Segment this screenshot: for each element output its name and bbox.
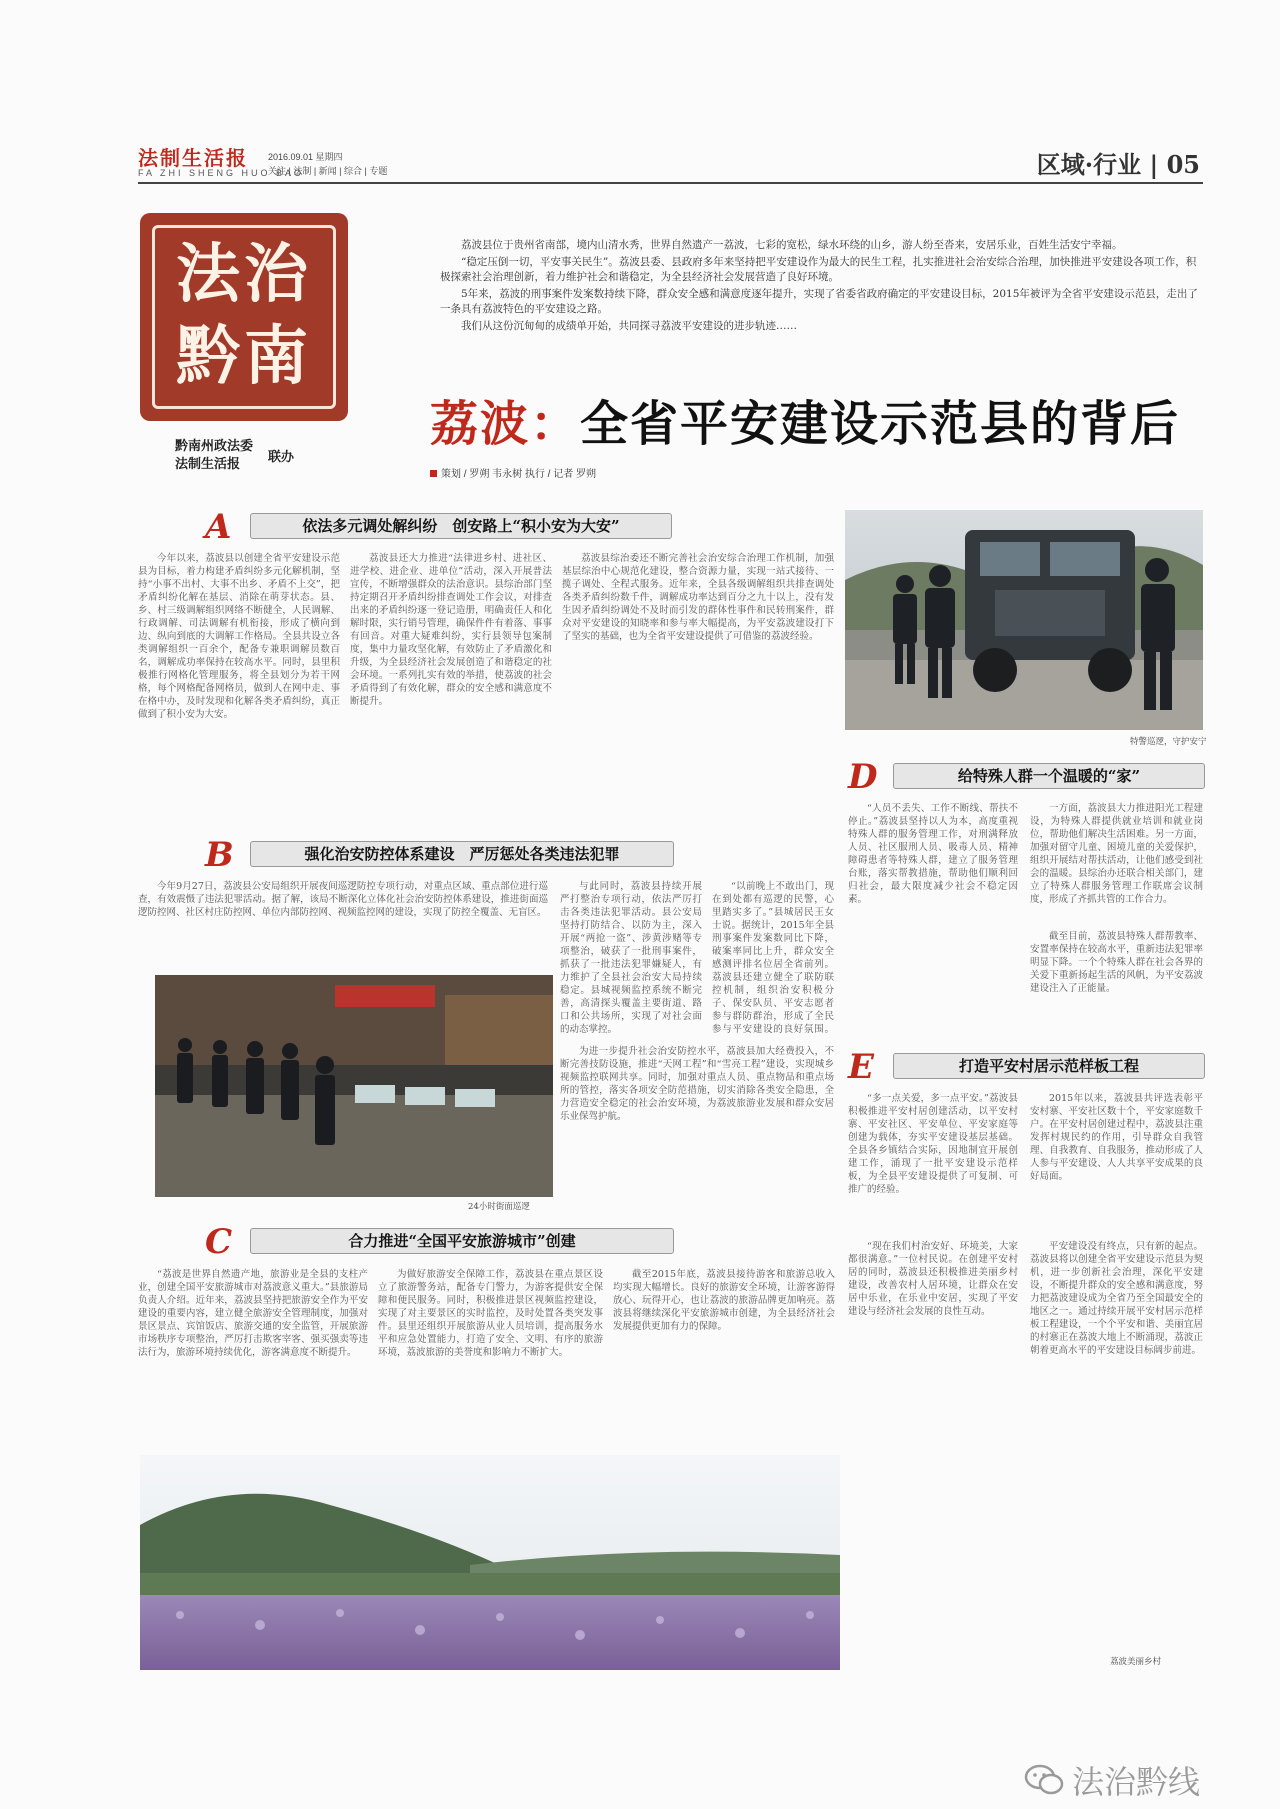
issue-date: 2016.09.01 星期四 bbox=[268, 152, 343, 162]
stamp-line-2: 黔南 bbox=[176, 319, 312, 394]
section-d-letter: D bbox=[848, 757, 878, 797]
intro-paragraph: 荔波县位于贵州省南部，境内山清水秀，世界自然遗产一荔波，七彩的宽松，绿水环绕的山乡，游人纷至沓来，安居乐业，百姓生活安宁幸福。 bbox=[461, 239, 1123, 251]
section-a-letter: A bbox=[205, 507, 232, 547]
paper-pinyin: FA ZHI SHENG HUO BAO bbox=[138, 168, 305, 178]
article-column: “现在我们村治安好、环境美，大家都很满意。”一位村民说。在创建平安村居的同时，荔波县还积极推进美丽乡村建设，改善农村人居环境，让群众在安居中乐业，在乐业中安居，实现了平安建设与经济社会发展的良性互动。 bbox=[848, 1241, 1018, 1317]
article-column: 为做好旅游安全保障工作，荔波县在重点景区设立了旅游警务站，配备专门警力，为游客提供安全保障和便民服务。同时，积极推进景区视频监控建设，实现了对主要景区的实时监控，及时处置各类突发事件。县里还组织开展旅游从业人员培训，提高服务水平和应急处置能力，打造了安全、文明、有序的旅游环境，荔波旅游的美誉度和影响力不断扩大。 bbox=[378, 1269, 603, 1358]
article-column: 荔波县还大力推进“法律进乡村、进社区、进学校、进企业、进单位”活动，深入开展普法宣传，不断增强群众的法治意识。县综治部门坚持定期召开矛盾纠纷排查调处工作会议，对排查出来的矛盾纠纷逐一登记造册，明确责任人和化解时限，实行销号管理，确保件件有着落、事事有回音。对重大疑难纠纷，实行县领导包案制度，集中力量攻坚化解，有效防止了矛盾激化和升级，为全县经济社会发展创造了和谐稳定的社会环境。一系列扎实有效的举措，使荔波的社会矛盾得到了有效化解，群众的安全感和满意度不断提升。 bbox=[350, 553, 552, 707]
headline-title: 全省平安建设示范县的背后 bbox=[580, 396, 1181, 452]
intro-paragraph: 5年来，荔波的刑事案件发案数持续下降，群众安全感和满意度逐年提升，实现了省委省政府确定的平安建设目标，2015年被评为全省平安建设示范县，走出了一条具有荔波特色的平安建设之路。 bbox=[440, 288, 1198, 315]
organizer-2: 法制生活报 bbox=[175, 457, 241, 472]
intro-paragraph: “稳定压倒一切，平安事关民生”。荔波县委、县政府多年来坚持把平安建设作为最大的民生工程，扎实推进社会治安综合治理，加快推进平安建设各项工作，积极探索社会治理创新，着力维护社会和谐稳定，为全县经济社会发展营造了良好环境。 bbox=[440, 256, 1197, 283]
photo-street-patrol bbox=[155, 975, 553, 1197]
article-column: 一方面，荔波县大力推进阳光工程建设，为特殊人群提供就业培训和就业岗位，帮助他们解决生活困难。另一方面，加强对留守儿童、困境儿童的关爱保护，组织开展结对帮扶活动，让他们感受到社会的温暖。县综治办还联合相关部门，建立了特殊人群服务管理工作联席会议制度，形成了齐抓共管的工作合力。 bbox=[1030, 803, 1203, 905]
article-column: 平安建设没有终点，只有新的起点。荔波县将以创建全省平安建设示范县为契机，进一步创新社会治理，深化平安建设，不断提升群众的安全感和满意度，努力把荔波建设成为全省乃至全国最安全的地区之一。通过持续开展平安村居示范样板工程建设，一个个平安和谐、美丽宜居的村寨正在荔波大地上不断涌现，荔波正朝着更高水平的平安建设目标阔步前进。 bbox=[1030, 1241, 1203, 1356]
column-stamp-logo bbox=[140, 213, 348, 421]
organizer-1: 黔南州政法委 bbox=[175, 439, 254, 454]
photo-caption-landscape: 荔波美丽乡村 bbox=[1110, 1657, 1162, 1667]
paper-name: 法制生活报 bbox=[138, 146, 248, 170]
article-column: 2015年以来，荔波县共评选表彰平安村寨、平安社区数十个，平安家庭数千户。在平安村居创建过程中，荔波县注重发挥村规民约的作用，引导群众自我管理、自我教育、自我服务，推动形成了人人参与平安建设、人人共享平安成果的良好局面。 bbox=[1030, 1093, 1203, 1182]
article-column: “荔波是世界自然遗产地，旅游业是全县的支柱产业，创建全国平安旅游城市对荔波意义重大。”县旅游局负责人介绍。近年来，荔波县坚持把旅游安全作为平安建设的重要内容，建立健全旅游安全管理制度，加强对景区景点、宾馆饭店、旅游交通的安全监管，开展旅游市场秩序专项整治，严厉打击欺客宰客、强买强卖等违法行为，旅游环境持续优化，游客满意度不断提升。 bbox=[138, 1269, 368, 1358]
masthead-sub: 关注 | 法制 | 新闻 | 综合 | 专题 bbox=[268, 166, 388, 176]
section-e-letter: E bbox=[848, 1047, 874, 1087]
article-column: 截至目前，荔波县特殊人群帮教率、安置率保持在较高水平，重新违法犯罪率明显下降。一个个特殊人群在社会各界的关爱下重新扬起生活的风帆，为平安荔波建设注入了正能量。 bbox=[1030, 931, 1203, 994]
article-column: “多一点关爱，多一点平安。”荔波县积极推进平安村居创建活动，以平安村寨、平安社区、平安单位、平安家庭等创建为载体，夯实平安建设基层基础。全县各乡镇结合实际，因地制宜开展创建工作，涌现了一批平安建设示范样板，为全县平安建设提供了可复制、可推广的经验。 bbox=[848, 1093, 1018, 1195]
section-c-bar bbox=[250, 1228, 674, 1254]
section-d-bar bbox=[893, 763, 1205, 789]
section-b-title: 强化治安防控体系建设 严厉惩处各类违法犯罪 bbox=[304, 845, 620, 863]
headline-place: 荔波： bbox=[430, 396, 581, 452]
article-column: 荔波县综治委还不断完善社会治安综合治理工作机制，加强基层综治中心规范化建设，整合资源力量，实现一站式接待、一揽子调处、全程式服务。近年来，全县各级调解组织共排查调处各类矛盾纠纷数千件，调解成功率达到百分之九十以上，没有发生因矛盾纠纷调处不及时而引发的群体性事件和民转刑案件，群众对平安建设的知晓率和参与率大幅提高，为平安荔波建设打下了坚实的基础，也为全省平安建设提供了可借鉴的荔波经验。 bbox=[562, 553, 834, 642]
article-column: “以前晚上不敢出门，现在到处都有巡逻的民警，心里踏实多了。”县城居民王女士说。据统计，2015年全县刑事案件发案数同比下降，破案率同比上升，群众安全感测评排名位居全省前列。荔波县还建立健全了联防联控机制，组织治安积极分子、保安队员、平安志愿者参与群防群治，形成了全民参与平安建设的良好氛围。 bbox=[712, 881, 834, 1035]
article-column: “人员不丢失、工作不断线、帮扶不停止。”荔波县坚持以人为本，高度重视特殊人群的服务管理工作，对刑满释放人员、社区服刑人员、吸毒人员、精神障碍患者等特殊人群，建立了服务管理台账，落实帮教措施，帮助他们顺利回归社会，最大限度减少社会不稳定因素。 bbox=[848, 803, 1018, 905]
credits: 策划 / 罗朔 韦永树 执行 / 记者 罗朔 bbox=[430, 465, 596, 480]
section-a-title: 依法多元调处解纠纷 创安路上“积小安为大安” bbox=[302, 517, 620, 535]
watermark-text: 法治黔线 bbox=[1071, 1763, 1200, 1801]
intro-text bbox=[440, 238, 1202, 336]
stamp-line-1: 法治 bbox=[176, 237, 312, 312]
section-b-bar bbox=[250, 841, 674, 867]
photo-landscape bbox=[140, 1455, 840, 1670]
photo-swat-patrol bbox=[845, 510, 1203, 730]
article-column: 今年以来，荔波县以创建全省平安建设示范县为目标，着力构建矛盾纠纷多元化解机制，坚持“小事不出村、大事不出乡、矛盾不上交”，把矛盾纠纷化解在基层、消除在萌芽状态。县、乡、村三级调解组织网络不断健全，人民调解、行政调解、司法调解有机衔接，形成了横向到边、纵向到底的大调解工作格局。全县共设立各类调解组织一百余个，配备专兼职调解员数百名，调解成功率保持在较高水平。同时，县里积极推行网格化管理服务，将全县划分为若干网格，每个网格配备网格员，做到人在网中走、事在格中办，及时发现和化解各类矛盾纠纷，真正做到了积小安为大安。 bbox=[138, 553, 340, 720]
headline bbox=[430, 385, 1180, 454]
section-e-bar bbox=[893, 1053, 1205, 1079]
masthead-rule bbox=[138, 182, 1203, 184]
organizer-joint: 联办 bbox=[268, 450, 295, 465]
article-column: 截至2015年底，荔波县接待游客和旅游总收入均实现大幅增长。良好的旅游安全环境，让游客游得放心、玩得开心，也让荔波的旅游品牌更加响亮。荔波县将继续深化平安旅游城市创建，为全县经济社会发展提供更加有力的保障。 bbox=[613, 1269, 835, 1332]
photo-caption-swat: 特警巡逻，守护安宁 bbox=[1130, 737, 1207, 747]
organizers bbox=[175, 438, 253, 474]
photo-caption-patrol: 24小时街面巡逻 bbox=[468, 1202, 530, 1212]
article-column: 今年9月27日，荔波县公安局组织开展夜间巡逻防控专项行动，对重点区域、重点部位进行巡查，有效震慑了违法犯罪活动。据了解，该局不断深化立体化社会治安防控体系建设，推进街面巡逻防控网、社区村庄防控网、单位内部防控网、视频监控网的建设，实现了防控全覆盖、无盲区。 bbox=[138, 881, 548, 918]
intro-paragraph: 我们从这份沉甸甸的成绩单开始，共同探寻荔波平安建设的进步轨迹…… bbox=[461, 320, 797, 332]
article-column: 为进一步提升社会治安防控水平，荔波县加大经费投入，不断完善技防设施，推进“天网工程”和“雪亮工程”建设，实现城乡视频监控联网共享。同时，加强对重点人员、重点物品和重点场所的管控，落实各项安全防范措施，切实消除各类安全隐患，全力营造安全稳定的社会治安环境，为荔波旅游业发展和群众安居乐业保驾护航。 bbox=[560, 1046, 834, 1122]
section-b-letter: B bbox=[205, 835, 234, 875]
section-c-letter: C bbox=[205, 1222, 233, 1262]
section-e-title: 打造平安村居示范样板工程 bbox=[958, 1057, 1139, 1075]
wechat-icon bbox=[1024, 1764, 1064, 1804]
section-c-title: 合力推进“全国平安旅游城市”创建 bbox=[348, 1232, 576, 1250]
article-column: 与此同时，荔波县持续开展严打整治专项行动，依法严厉打击各类违法犯罪活动。县公安局坚持打防结合、以防为主，深入开展“两抢一盗”、涉黄涉赌等专项整治，破获了一批刑事案件，抓获了一批违法犯罪嫌疑人，有力维护了全县社会治安大局持续稳定。县城视频监控系统不断完善，高清探头覆盖主要街道、路口和公共场所，实现了对社会面的动态掌控。 bbox=[560, 881, 702, 1035]
section-d-title: 给特殊人群一个温暖的“家” bbox=[957, 767, 1141, 785]
section-a-bar bbox=[250, 513, 672, 539]
section-label: 区域·行业 | 05 bbox=[1036, 150, 1200, 179]
wechat-watermark bbox=[1024, 1757, 1200, 1804]
